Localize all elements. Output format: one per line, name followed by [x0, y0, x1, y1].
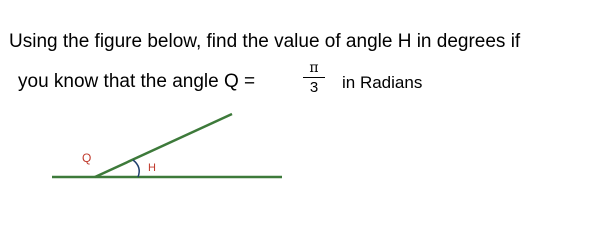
upper-ray — [95, 114, 232, 177]
fraction-numerator: π — [309, 60, 319, 76]
question-line-1: Using the figure below, find the value of angle H in degrees if — [9, 31, 521, 52]
angle-arc — [133, 160, 139, 177]
label-q: Q — [82, 151, 92, 165]
fraction-denominator: 3 — [309, 79, 319, 96]
question-line-2: you know that the angle Q = — [18, 71, 256, 92]
label-h: H — [148, 162, 156, 174]
unit-text: in Radians — [342, 73, 423, 92]
